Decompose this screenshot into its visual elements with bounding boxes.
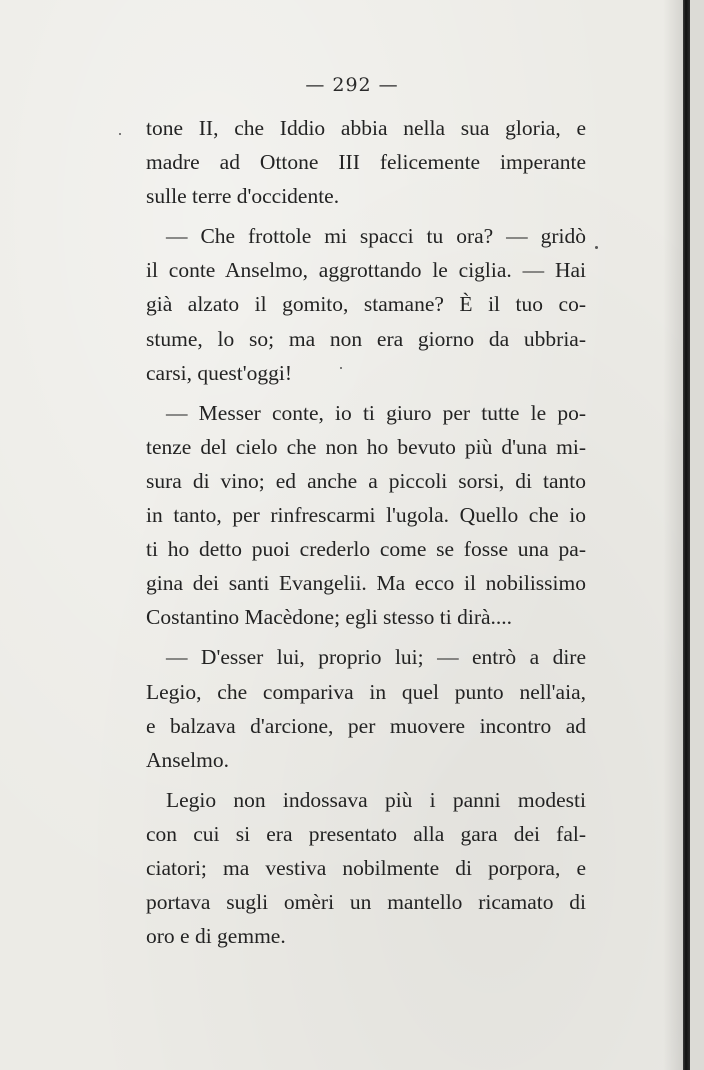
paragraph	[146, 783, 586, 953]
spine-shadow	[663, 0, 683, 1070]
text-line: già alzato il gomito, stamane? È il tuo co-	[146, 292, 586, 317]
text-line: in tanto, per rinfrescarmi l'ugola. Quello che io	[146, 503, 586, 528]
book-spine	[683, 0, 690, 1070]
text-line: Legio non indossava più i panni modesti	[166, 787, 586, 812]
text-line: tenze del cielo che non ho bevuto più d'una mi-	[146, 434, 586, 459]
text-line: oro e di gemme.	[146, 924, 286, 949]
text-line: madre ad Ottone III felicemente imperante	[146, 150, 586, 175]
text-line: Costantino Macèdone; egli stesso ti dirà....	[146, 605, 513, 630]
text-line: ti ho detto puoi crederlo come se fosse una pa-	[146, 537, 586, 562]
text-line: — Che frottole mi spacci tu ora? — gridò	[166, 224, 586, 249]
text-line: tone II, che Iddio abbia nella sua gloria, e	[146, 116, 586, 140]
text-line: — D'esser lui, proprio lui; — entrò a dire	[166, 645, 586, 670]
text-line: — Messer conte, io ti giuro per tutte le po-	[166, 400, 586, 425]
paragraph	[146, 111, 586, 213]
text-line: il conte Anselmo, aggrottando le ciglia. — Hai	[146, 258, 586, 283]
text-line: portava sugli omèri un mantello ricamato di	[146, 890, 586, 915]
text-line: e balzava d'arcione, per muovere incontro ad	[146, 713, 586, 738]
text-line: sura di vino; ed anche a piccoli sorsi, di tanto	[146, 468, 586, 493]
text-line: Anselmo.	[146, 747, 230, 772]
text-line: Legio, che compariva in quel punto nell'aia,	[146, 679, 586, 704]
ink-speck	[595, 246, 598, 249]
paragraph	[146, 640, 586, 776]
text-line: gina dei santi Evangelii. Ma ecco il nobilissimo	[146, 571, 586, 596]
page-edge	[690, 0, 704, 1070]
text-line: sulle terre d'occidente.	[146, 184, 340, 209]
text-line: carsi, quest'oggi!	[146, 360, 292, 385]
paragraph	[146, 219, 586, 389]
text-line: con cui si era presentato alla gara dei fal-	[146, 821, 586, 846]
text-line: ciatori; ma vestiva nobilmente di porpora, e	[146, 855, 586, 880]
text-line: stume, lo so; ma non era giorno da ubbria-	[146, 326, 586, 351]
paragraph	[146, 396, 586, 635]
page-number: — 292 —	[305, 74, 399, 96]
body-text	[146, 111, 586, 953]
ink-speck	[119, 133, 121, 135]
